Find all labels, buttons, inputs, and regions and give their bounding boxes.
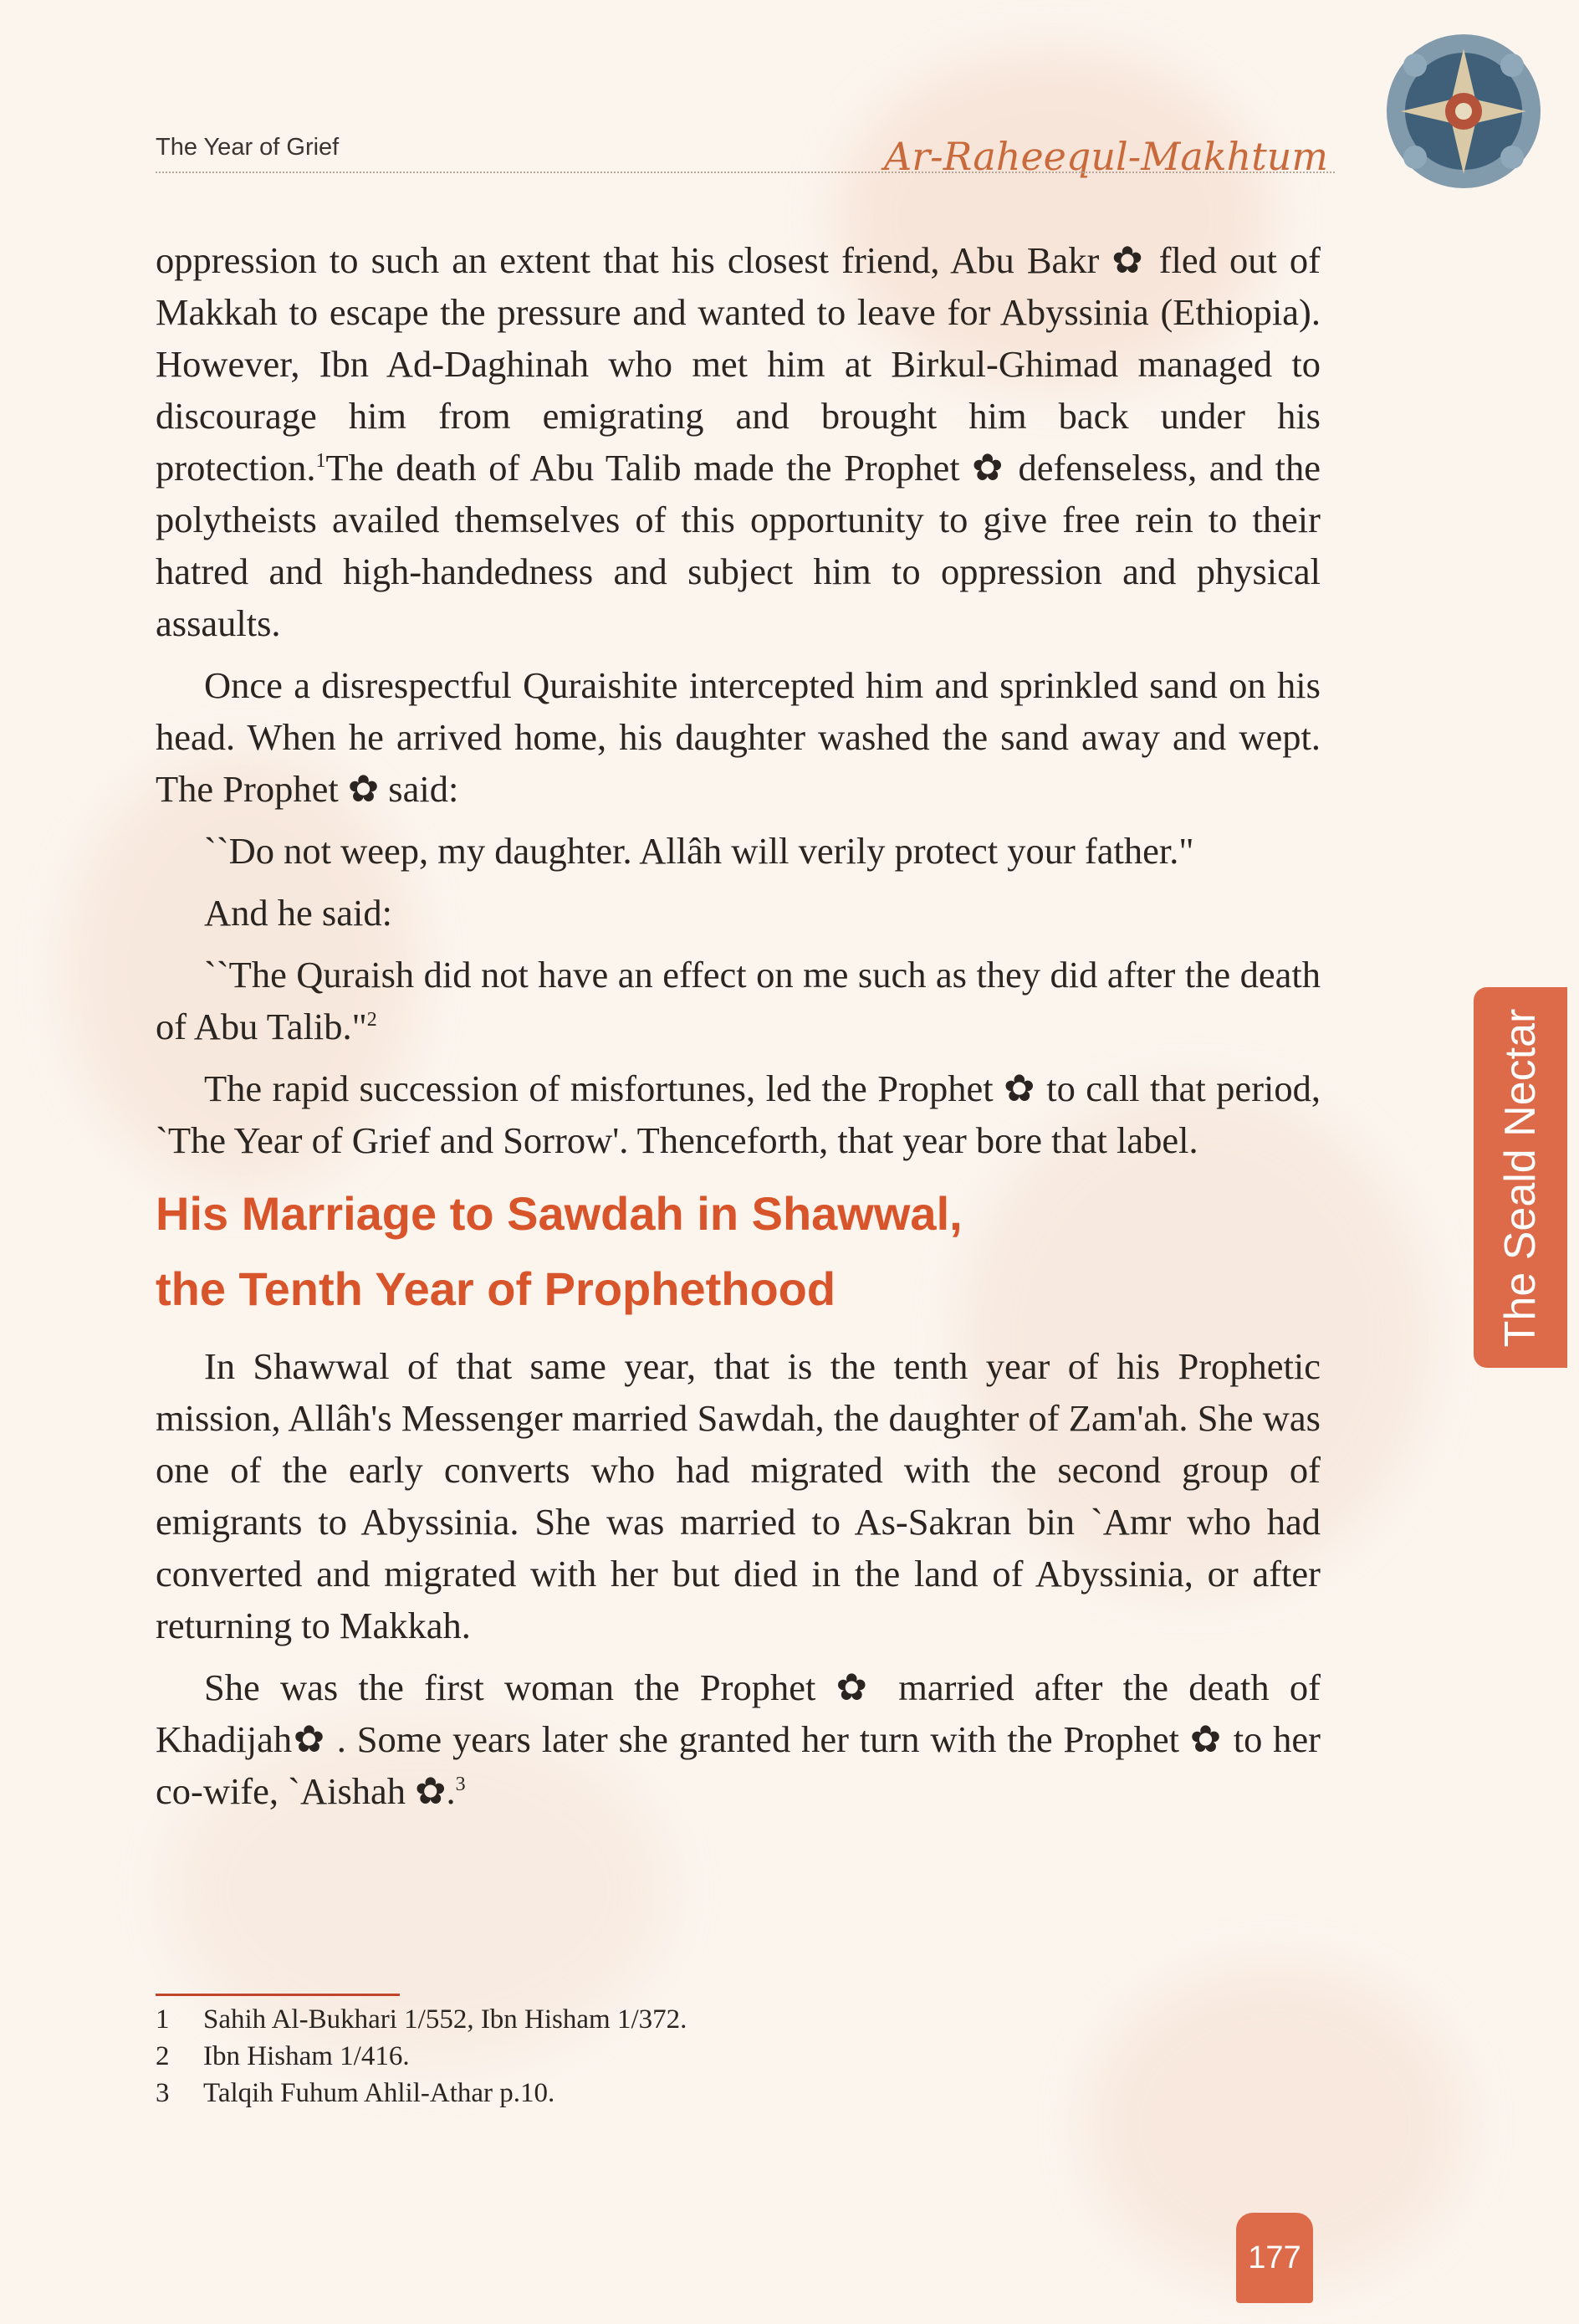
footnotes <box>156 2001 1243 2112</box>
paragraph: Once a disrespectful Quraishite intercepted him and sprinkled sand on his head. When he arrived home, his daughter washed the sand away and wept. The Prophet ✿ said: <box>156 664 1321 810</box>
footnote-marker[interactable]: 3 <box>455 1774 466 1796</box>
header-divider <box>156 171 1335 173</box>
paragraph: And he said: <box>204 892 392 934</box>
arabesque-ornament-icon <box>1365 23 1562 199</box>
chapter-title: The Year of Grief <box>156 134 340 161</box>
section-heading-line: the Tenth Year of Prophethood <box>156 1262 836 1315</box>
page-number: 177 <box>1236 2213 1313 2303</box>
footnote <box>156 2038 1243 2075</box>
footnote-marker[interactable]: 2 <box>366 1009 377 1031</box>
footnote-number: 3 <box>156 2078 170 2108</box>
section-heading-line: His Marriage to Sawdah in Shawwal, <box>156 1187 963 1240</box>
side-tab <box>1474 987 1567 1368</box>
footnote-number: 1 <box>156 2004 170 2035</box>
paragraph: She was the first woman the Prophet ✿ married after the death of Khadijah✿ . Some years later she granted her turn with the Prophet ✿ to her co-wife, `Aishah ✿.$^3$ <box>156 1666 1321 1812</box>
paragraph: In Shawwal of that same year, that is the tenth year of his Prophetic mission, Allâh's Messenger married Sawdah, the daughter of Zam'ah. She was one of the early converts who had migrated with the second group of emigrants to Abyssinia. She was married to As-Sakran bin `Amr who had converted and migrated with her but died in the land of Abyssinia, or after returning to Makkah. <box>156 1345 1321 1646</box>
footnote-text: Sahih Al-Bukhari 1/552, Ibn Hisham 1/372. <box>203 2004 687 2035</box>
footnote-number: 2 <box>156 2041 170 2071</box>
paragraph: The rapid succession of misfortunes, led the Prophet ✿ to call that period, `The Year of Grief and Sorrow'. Thenceforth, that year bore that label. <box>156 1067 1321 1161</box>
book-title: Ar-Raheequl-Makhtum <box>883 134 1328 179</box>
quote-paragraph: ``The Quraish did not have an effect on me such as they did after the death of Abu Talib."$^2$ <box>156 954 1321 1047</box>
paragraph: oppression to such an extent that his closest friend, Abu Bakr ✿ fled out of Makkah to escape the pressure and wanted to leave for Abyssinia (Ethiopia). However, Ibn Ad-Daghinah who met him at Birkul-Ghimad managed to discourage him from emigrating and brought him back under his protection.$^1$The death of Abu Talib made the Prophet ✿ defenseless, and the polytheists availed themselves of this opportunity to give free rein to their hatred and high-handedness and subject him to oppression and physical assaults. <box>156 239 1321 644</box>
footnote-divider <box>156 1994 400 1996</box>
footnote-text: Ibn Hisham 1/416. <box>203 2041 410 2071</box>
footnote-text: Talqih Fuhum Ahlil-Athar p.10. <box>203 2078 555 2108</box>
section-heading <box>156 1176 1321 1327</box>
footnote-marker[interactable]: 1 <box>315 450 326 473</box>
footnote <box>156 2001 1243 2038</box>
footnote <box>156 2075 1243 2112</box>
body-text <box>156 234 1321 1827</box>
side-tab-label: The Seald Nectar <box>1496 1008 1545 1347</box>
quote-paragraph: ``Do not weep, my daughter. Allâh will verily protect your father." <box>204 830 1194 872</box>
